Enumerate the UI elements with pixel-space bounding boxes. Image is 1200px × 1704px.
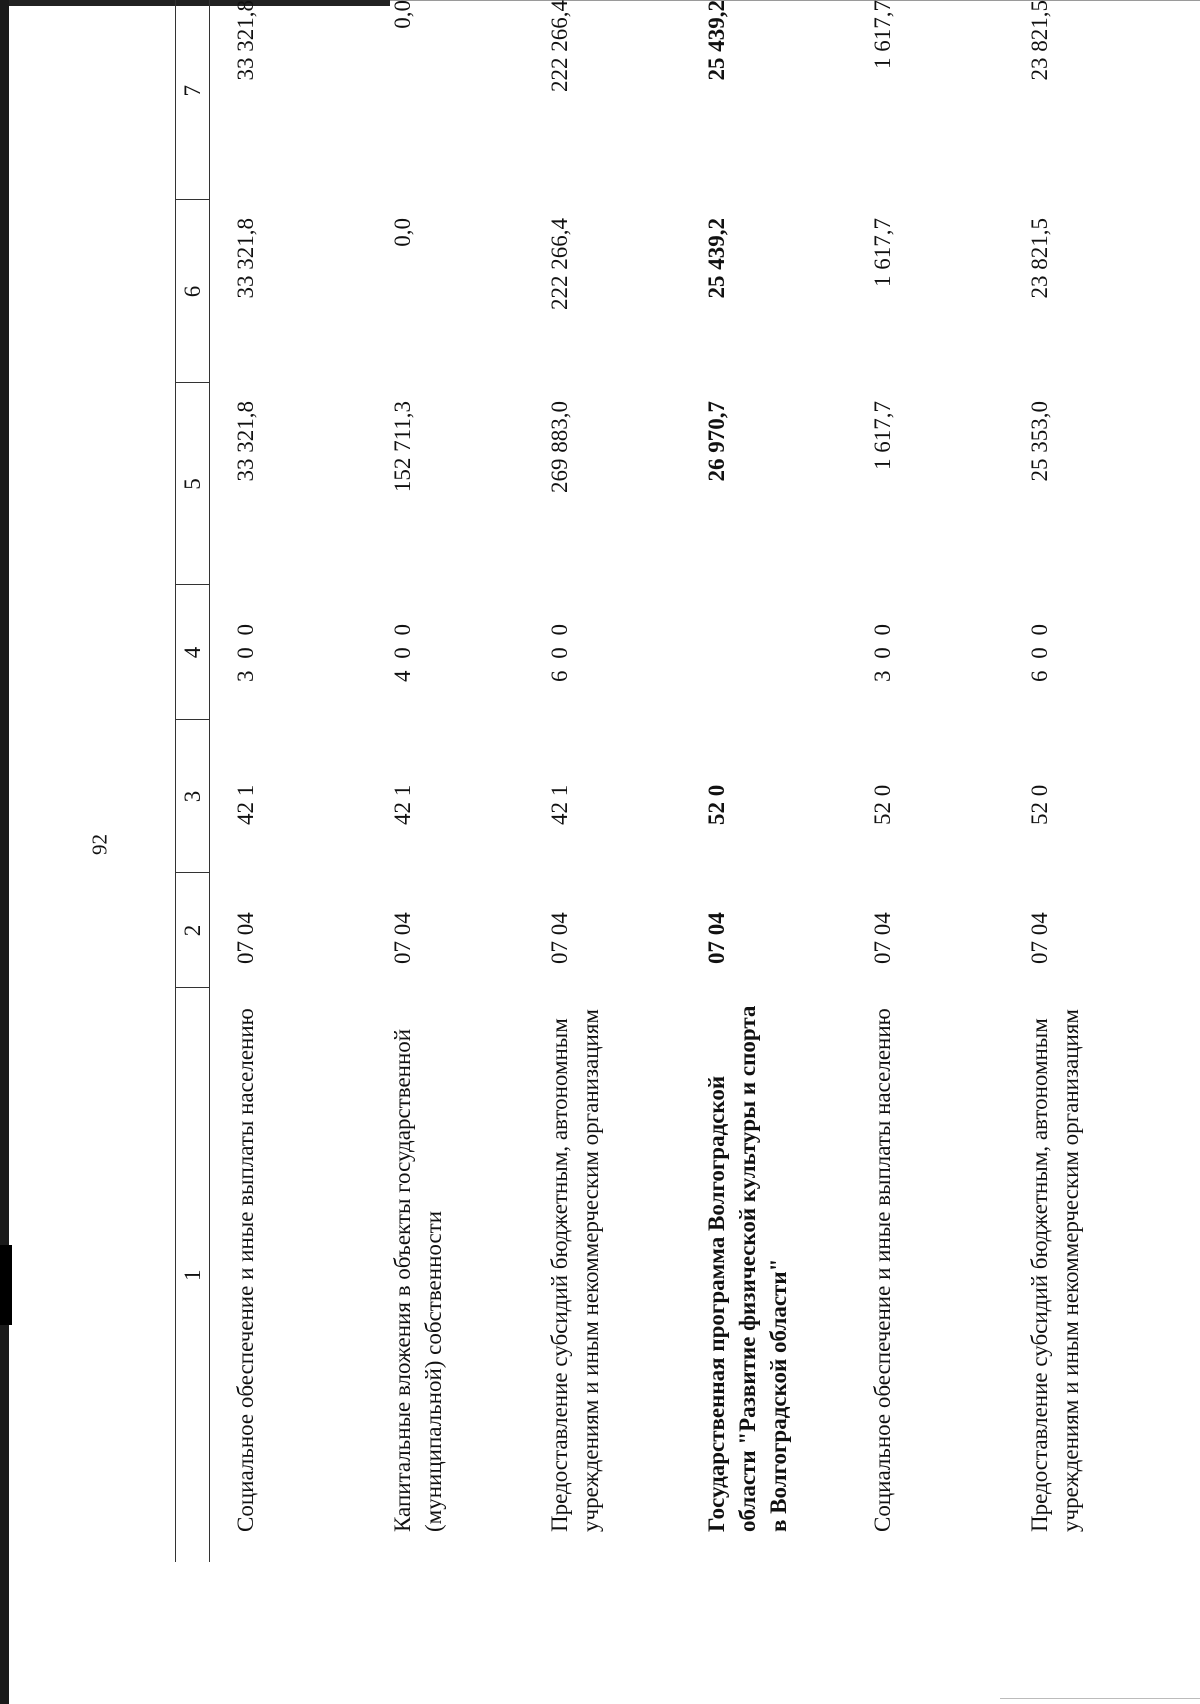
expense-type-cell: 4 0 0 — [390, 621, 415, 682]
table-header-row — [176, 0, 210, 1562]
amount-cell-col6: 25 439,2 — [704, 218, 729, 299]
amount-cell-col5: 269 883,0 — [547, 401, 572, 493]
section-code-cell: 07 04 — [704, 912, 729, 964]
expense-type-cell — [681, 585, 847, 720]
scan-left-edge — [0, 0, 9, 1704]
target-article-cell: 42 1 — [233, 784, 258, 825]
target-article-cell: 42 1 — [547, 784, 572, 825]
amount-cell-col6: 33 321,8 — [233, 218, 258, 299]
target-article-cell: 52 0 — [870, 784, 895, 825]
page-number: 92 — [87, 834, 112, 855]
column-header: 1 — [176, 988, 210, 1562]
section-code-cell: 07 04 — [390, 912, 415, 964]
column-header: 6 — [176, 200, 210, 383]
scan-left-edge-mark — [0, 1245, 12, 1325]
row-name-cell: Капитальные вложения в объекты государственной (муниципальной) собственности — [390, 1028, 446, 1532]
column-header: 2 — [176, 873, 210, 988]
target-article-cell: 42 1 — [390, 784, 415, 825]
row-name-cell: Государственная программа Волгоградской области "Развитие физической культуры и спорта в Волгоградской области" — [704, 1005, 791, 1532]
column-header: 7 — [176, 0, 210, 200]
target-article-cell: 52 0 — [1027, 784, 1052, 825]
table-row — [847, 0, 1004, 1562]
amount-cell-col5: 1 617,7 — [870, 401, 895, 470]
table-body — [210, 0, 1197, 1562]
expense-type-cell: 3 0 0 — [233, 621, 258, 682]
amount-cell-col7: 222 266,4 — [547, 0, 572, 92]
amount-cell-col5: 26 970,7 — [704, 401, 729, 482]
table-row — [210, 0, 368, 1562]
section-code-cell: 07 04 — [870, 912, 895, 964]
column-header: 5 — [176, 383, 210, 585]
amount-cell-col6: 23 821,5 — [1027, 218, 1052, 299]
scan-bottom-edge — [1000, 1698, 1200, 1699]
column-header: 4 — [176, 585, 210, 720]
amount-cell-col6: 1 617,7 — [870, 218, 895, 287]
expense-type-cell: 6 0 0 — [1027, 621, 1052, 682]
budget-table — [175, 0, 1196, 1562]
row-name-cell: Предоставление субсидий бюджетным, автономным учреждениям и иным некоммерческим организациям — [1027, 1009, 1083, 1532]
row-name-cell: Социальное обеспечение и иные выплаты населению — [870, 1008, 895, 1532]
section-code-cell: 07 04 — [1027, 912, 1052, 964]
amount-cell-col7: 0,0 — [390, 0, 415, 29]
row-name-cell: Социальное обеспечение и иные выплаты населению — [233, 1008, 258, 1532]
amount-cell-col5: 25 353,0 — [1027, 401, 1052, 482]
target-article-cell: 52 0 — [704, 784, 729, 825]
amount-cell-col7: 33 321,8 — [233, 0, 258, 81]
amount-cell-col7: 1 617,7 — [870, 0, 895, 69]
amount-cell-col6: 0,0 — [390, 218, 415, 247]
rotated-page-content — [175, 0, 1200, 1562]
amount-cell-col7: 25 439,2 — [704, 0, 729, 81]
amount-cell-col5: 152 711,3 — [390, 401, 415, 493]
expense-type-cell: 6 0 0 — [547, 621, 572, 682]
table-row — [367, 0, 524, 1562]
amount-cell-col6: 222 266,4 — [547, 218, 572, 310]
table-row — [1004, 0, 1196, 1562]
section-code-cell: 07 04 — [233, 912, 258, 964]
amount-cell-col5: 33 321,8 — [233, 401, 258, 482]
section-code-cell: 07 04 — [547, 912, 572, 964]
row-name-cell: Предоставление субсидий бюджетным, автономным учреждениям и иным некоммерческим организациям — [547, 1009, 603, 1532]
table-row — [681, 0, 847, 1562]
amount-cell-col7: 23 821,5 — [1027, 0, 1052, 81]
column-header: 3 — [176, 720, 210, 873]
expense-type-cell: 3 0 0 — [870, 621, 895, 682]
table-row — [524, 0, 681, 1562]
